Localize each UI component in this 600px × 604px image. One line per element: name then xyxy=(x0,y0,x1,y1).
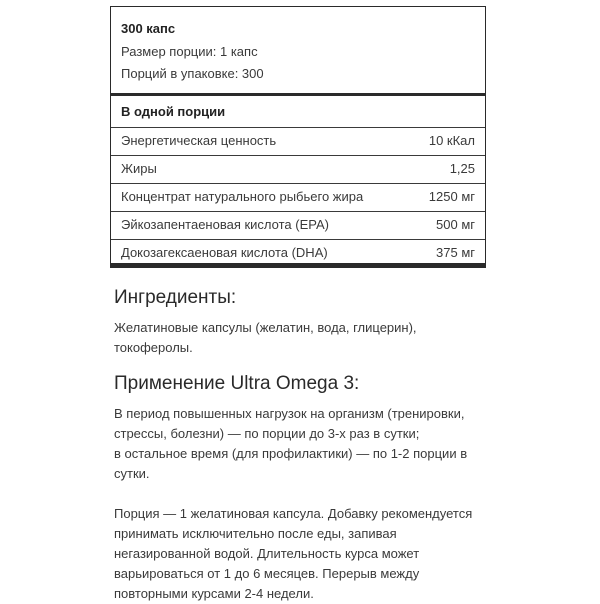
text-line: повторными курсами 2-4 недели. xyxy=(114,586,314,601)
text-line: негазированной водой. Длительность курса может xyxy=(114,546,420,561)
per-serving-title: В одной порции xyxy=(121,104,226,119)
bottom-thick-bar xyxy=(111,263,485,268)
facts-row-value: 1250 мг xyxy=(428,189,475,204)
usage-paragraph-1 xyxy=(114,404,474,484)
facts-row-value: 375 мг xyxy=(436,245,475,260)
text-line: В период повышенных нагрузок на организм (тренировки, xyxy=(114,406,465,421)
facts-row-value: 500 мг xyxy=(436,217,475,232)
facts-row-label: Концентрат натурального рыбьего жира xyxy=(121,189,364,204)
text-line: токоферолы. xyxy=(114,340,193,355)
facts-row-label: Жиры xyxy=(121,161,157,176)
facts-row-value: 1,25 xyxy=(449,161,475,176)
capsule-count: 300 капс xyxy=(121,21,176,36)
text-line: варьироваться от 1 до 6 месяцев. Перерыв между xyxy=(114,566,420,581)
text-line: стрессы, болезни) — по порции до 3-х раз в сутки; xyxy=(114,426,420,441)
facts-row-label: Докозагексаеновая кислота (DHA) xyxy=(121,245,328,260)
text-line: Желатиновые капсулы (желатин, вода, глицерин), xyxy=(114,320,417,335)
ingredients-title: Ингредиенты: xyxy=(114,287,237,308)
text-line: принимать исключительно после еды, запивая xyxy=(114,526,397,541)
usage-title: Применение Ultra Omega 3: xyxy=(114,373,360,394)
text-line: Порция — 1 желатиновая капсула. Добавку рекомендуется xyxy=(114,506,473,521)
facts-row-value: 10 кКал xyxy=(428,133,475,148)
facts-row xyxy=(121,127,475,155)
serving-size: Размер порции: 1 капс xyxy=(121,44,258,59)
usage-paragraph-2 xyxy=(114,504,474,604)
text-line: сутки. xyxy=(114,466,150,481)
facts-row xyxy=(121,211,475,239)
servings-per-pack: Порций в упаковке: 300 xyxy=(121,66,264,81)
thick-divider xyxy=(111,93,485,96)
ingredients-text xyxy=(114,318,474,358)
facts-row-label: Эйкозапентаеновая кислота (EPA) xyxy=(121,217,329,232)
facts-row xyxy=(121,155,475,183)
facts-row xyxy=(121,183,475,211)
text-line: в остальное время (для профилактики) — по 1-2 порции в xyxy=(114,446,468,461)
facts-row-label: Энергетическая ценность xyxy=(121,133,277,148)
nutrition-facts-table xyxy=(110,6,486,268)
